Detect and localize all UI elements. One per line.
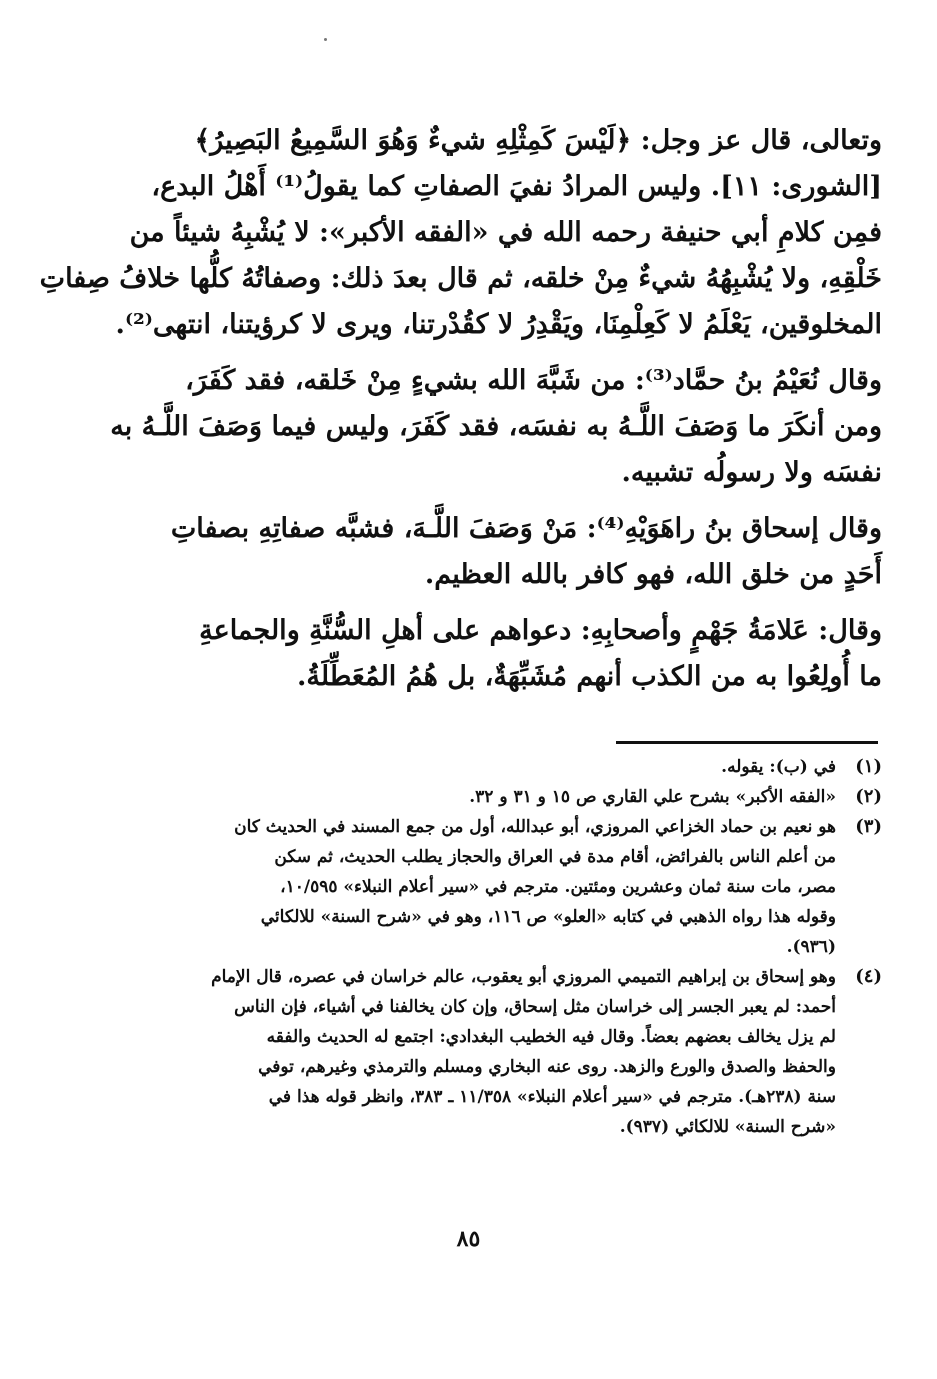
footnote-line: وهو إسحاق بن إبراهيم التميمي المروزي أبو يعقوب، عالم خراسان في عصره، قال الإمام [211, 967, 836, 987]
text-line: خَلْقِهِ، ولا يُشْبِهُهُ شيءٌ مِنْ خلقه، ثم قال بعدَ ذلك: وصفاتُهُ كلُّها خلافُ صِفاتِ [39, 263, 882, 294]
footnote-line: لم يزل يخالف بعضهم بعضاً. وقال فيه الخطيب البغدادي: اجتمع له الحديث والفقه [266, 1027, 836, 1047]
footnote-line: مصر، مات سنة ثمان وعشرين ومئتين. مترجم في «سير أعلام النبلاء» ١٠/٥٩٥، [280, 877, 836, 897]
paragraph [110, 358, 882, 496]
footnote-line: وقوله هذا رواه الذهبي في كتابه «العلو» ص ١١٦، وهو في «شرح السنة» للالكائي [260, 907, 836, 927]
footnote-line: والحفظ والصدق والورع والزهد. روى عنه البخاري ومسلم والترمذي وغيرهم، توفي [258, 1057, 836, 1077]
footnote-number: (٣) [855, 816, 882, 837]
text-line: وقال: عَلامَةُ جَهْمٍ وأصحابِهِ: دعواهم على أهلِ السُّنَّةِ والجماعةِ [199, 615, 882, 646]
paragraph [150, 608, 882, 700]
page-number: ٨٥ [456, 1226, 481, 1252]
footnote-number: (٤) [855, 966, 882, 987]
footnote-line: من أعلم الناس بالفرائض، أقام مدة في العراق والحجاز يطلب الحديث، ثم سكن [274, 847, 836, 867]
footnote-line: (٩٣٦). [786, 937, 836, 957]
text-line: نفسَه ولا رسولُه تشبيه. [621, 457, 882, 488]
main-text-body [39, 118, 882, 700]
text-line: أَحَدٍ من خلق الله، فهو كافر بالله العظيم. [424, 559, 882, 590]
footnote-line: أحمد: لم يعبر الجسر إلى خراسان مثل إسحاق، وإن كان يخالفنا في أشياء، فإن الناس [234, 997, 836, 1017]
footnote-1 [150, 752, 882, 782]
text-line: وتعالى، قال عز وجل: ﴿لَيْسَ كَمِثْلِهِ شيءٌ وَهُوَ السَّمِيعُ البَصِيرُ﴾ [194, 125, 882, 156]
scan-artifact-dot [324, 38, 327, 41]
footnotes-section [150, 752, 882, 1142]
footnote-3 [150, 812, 882, 962]
footnote-line: هو نعيم بن حماد الخزاعي المروزي، أبو عبدالله، أول من جمع المسند في الحديث كان [234, 817, 836, 837]
text-line: [الشورى: ١١]. وليس المرادُ نفيَ الصفاتِ كما يقولُ⁽¹⁾ أَهْلُ البدع، [151, 171, 882, 202]
footnote-4 [150, 962, 882, 1142]
footnote-line: «الفقه الأكبر» بشرح علي القاري ص ١٥ و ٣١ و ٣٢. [469, 787, 836, 807]
text-line: المخلوقين، يَعْلَمُ لا كَعِلْمِنَا، ويَقْدِرُ لا كقُدْرتنا، ويرى لا كرؤيتنا، انتهى⁽²⁾. [115, 309, 882, 340]
footnote-line: في (ب): يقوله. [721, 757, 836, 777]
footnote-2 [150, 782, 882, 812]
text-line: ومن أنكَرَ ما وَصَفَ اللَّـهُ به نفسَه، فقد كَفَرَ، وليس فيما وَصَفَ اللَّـهُ به [110, 411, 882, 442]
footnote-separator [616, 741, 878, 744]
text-line: وقال إسحاق بنُ راهَوَيْهِ⁽⁴⁾: مَنْ وَصَفَ اللَّـهَ، فشبَّه صفاتِهِ بصفاتِ [170, 513, 882, 544]
footnote-line: «شرح السنة» للالكائي (٩٣٧). [619, 1117, 836, 1137]
paragraph [39, 118, 882, 348]
footnote-number: (١) [855, 756, 882, 777]
text-line: وقال نُعَيْمُ بنُ حمَّاد⁽³⁾: من شَبَّهَ الله بشيءٍ مِنْ خَلقه، فقد كَفَرَ، [185, 365, 882, 396]
footnote-line: سنة (٢٣٨هـ). مترجم في «سير أعلام النبلاء» ١١/٣٥٨ ـ ٣٨٣، وانظر قوله هذا في [268, 1087, 836, 1107]
text-line: ما أُولِعُوا به من الكذب أنهم مُشَبِّهَةٌ، بل هُمُ المُعَطِّلَةُ. [296, 661, 882, 692]
text-line: فمِن كلامِ أبي حنيفة رحمه الله في «الفقه الأكبر»: لا يُشْبِهُ شيئاً من [129, 217, 882, 248]
footnote-number: (٢) [855, 786, 882, 807]
paragraph [150, 506, 882, 598]
